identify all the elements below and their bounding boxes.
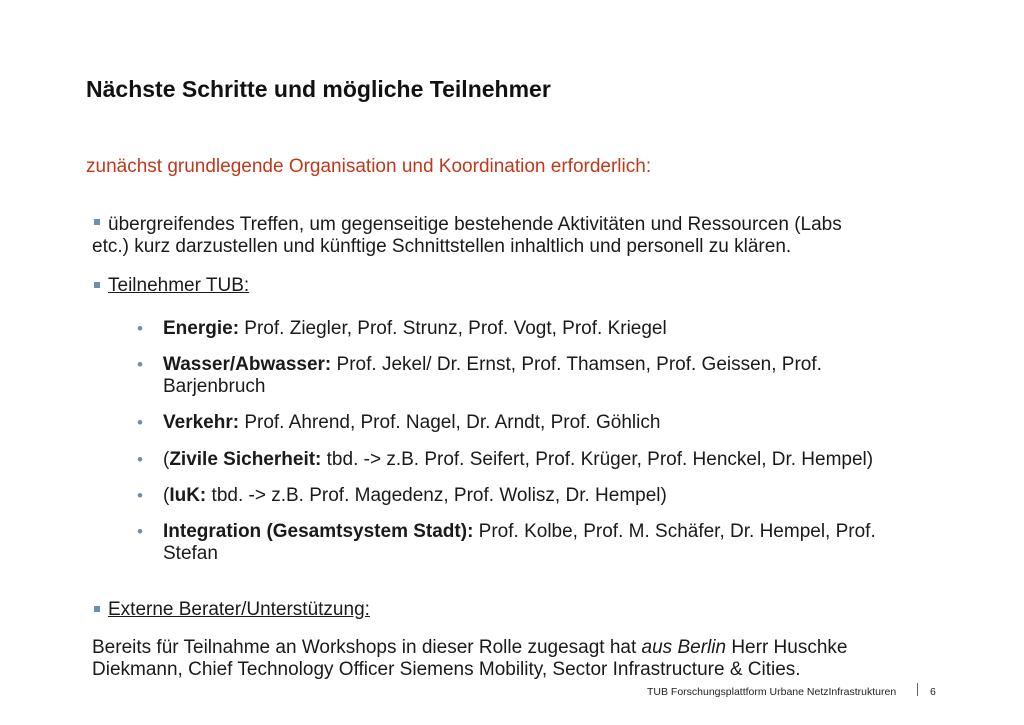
square-bullet-icon [94, 282, 100, 288]
round-bullet-icon: • [137, 319, 143, 338]
teilnehmer-heading: Teilnehmer TUB: [108, 275, 250, 296]
item-label: Wasser/Abwasser: [163, 354, 332, 375]
list-item-energie [163, 318, 1003, 340]
list-item-zivile-sicherheit [163, 449, 1003, 471]
round-bullet-icon: • [137, 486, 143, 505]
footer-text: TUB Forschungsplattform Urbane NetzInfrastrukturen [647, 686, 897, 698]
externe-heading: Externe Berater/Unterstützung: [108, 599, 370, 620]
text-segment: Herr Huschke [726, 637, 848, 658]
text-segment: Bereits für Teilnahme an Workshops in dieser Rolle zugesagt hat [92, 637, 642, 658]
round-bullet-icon: • [137, 413, 143, 432]
subtitle: zunächst grundlegende Organisation und Koordination erforderlich: [86, 156, 652, 177]
bullet-text-line2: etc.) kurz darzustellen und künftige Schnittstellen inhaltlich und personell zu klären. [92, 236, 792, 257]
item-label: Energie: [163, 318, 240, 339]
page-title: Nächste Schritte und mögliche Teilnehmer [86, 76, 551, 102]
round-bullet-icon: • [137, 522, 143, 541]
item-label: Verkehr: [163, 412, 240, 433]
round-bullet-icon: • [137, 355, 143, 374]
item-text: Prof. Jekel/ Dr. Ernst, Prof. Thamsen, Prof. Geissen, Prof. [331, 354, 822, 375]
text-italic: aus Berlin [641, 637, 727, 658]
item-label: Integration (Gesamtsystem Stadt): [163, 521, 474, 542]
list-item-integration [163, 521, 1003, 543]
page-number: 6 [930, 686, 936, 698]
item-label: IuK: [169, 485, 207, 506]
bullet-text-line1: übergreifendes Treffen, um gegenseitige bestehende Aktivitäten und Ressourcen (Labs [108, 214, 842, 235]
footer-separator [917, 683, 918, 696]
list-item-wasser [163, 354, 1003, 376]
square-bullet-icon [94, 606, 100, 612]
square-bullet-icon [94, 219, 100, 225]
item-text: Prof. Kolbe, Prof. M. Schäfer, Dr. Hempel, Prof. [473, 521, 876, 542]
externe-text-line1 [92, 637, 847, 659]
list-item-iuk [163, 485, 1003, 507]
item-label: Zivile Sicherheit: [169, 449, 322, 470]
item-paren: ( [163, 485, 170, 506]
item-text: tbd. -> z.B. Prof. Magedenz, Prof. Wolisz, Dr. Hempel) [206, 485, 667, 506]
list-item-integration-cont: Stefan [163, 543, 218, 564]
list-item-verkehr [163, 412, 1003, 434]
list-item-wasser-cont: Barjenbruch [163, 376, 266, 397]
externe-text-line2: Diekmann, Chief Technology Officer Siemens Mobility, Sector Infrastructure & Cities. [92, 659, 801, 680]
item-paren: ( [163, 449, 170, 470]
round-bullet-icon: • [137, 450, 143, 469]
item-text: Prof. Ahrend, Prof. Nagel, Dr. Arndt, Prof. Göhlich [239, 412, 661, 433]
item-text: Prof. Ziegler, Prof. Strunz, Prof. Vogt, Prof. Kriegel [239, 318, 667, 339]
item-text: tbd. -> z.B. Prof. Seifert, Prof. Krüger, Prof. Henckel, Dr. Hempel) [321, 449, 874, 470]
